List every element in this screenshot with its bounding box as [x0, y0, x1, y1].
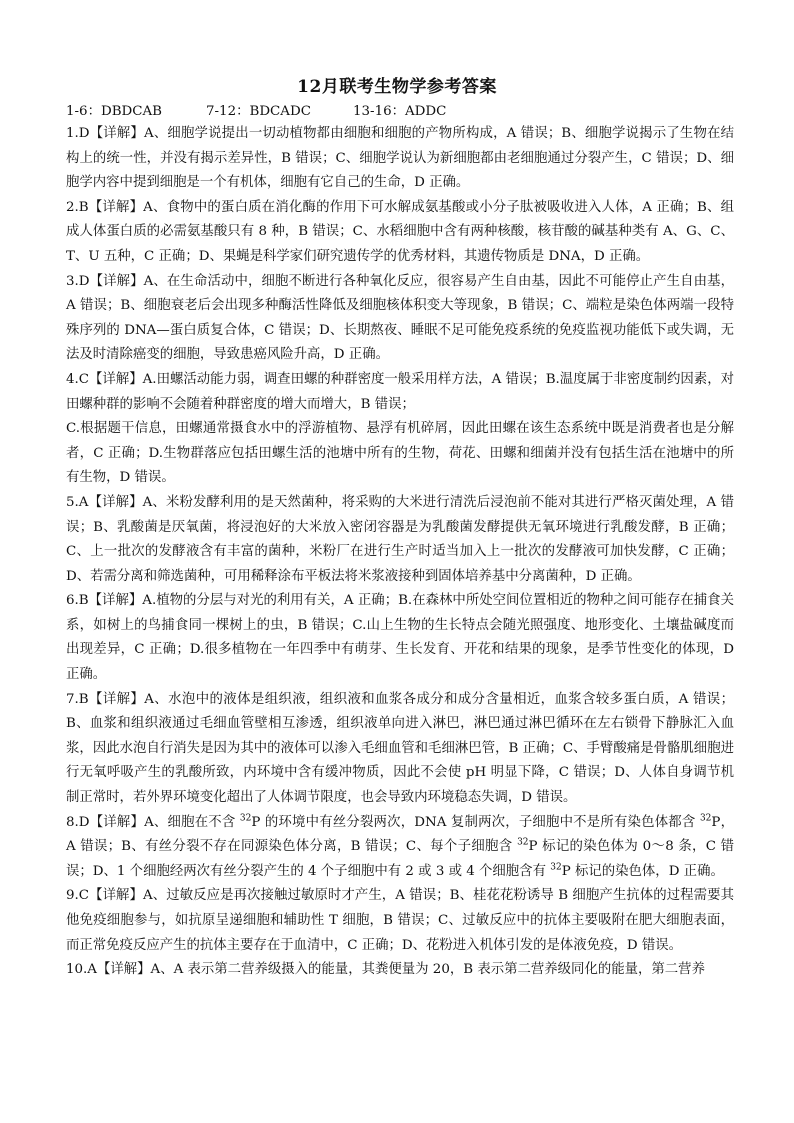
answer-key-line	[66, 103, 736, 121]
explanation-q3: 3.D【详解】A、在生命活动中，细胞不断进行各种氧化反应，很容易产生自由基，因此不可能停止产生自由基，A 错误；B、细胞衰老后会出现多种酶活性降低及细胞核体积变大等现象，B 错误；C、端粒是染色体两端一段特殊序列的 DNA—蛋白质复合体，C 错误；D、长期熬夜、睡眠不足可能免疫系统的免疫监视功能低下或失调，无法及时清除癌变的细胞，导致患癌风险升高，D 正确。	[66, 273, 734, 363]
explanation-q2: 2.B【详解】A、食物中的蛋白质在消化酶的作用下可水解成氨基酸或小分子肽被吸收进入人体，A 正确；B、组成人体蛋白质的必需氨基酸只有 8 种，B 错误；C、水稻细胞中含有两种核酸，核苷酸的碱基种类有 A、G、C、T、U 五种，C 正确；D、果蝇是科学家们研究遗传学的优秀材料，其遗传物质是 DNA，D 正确。	[66, 199, 734, 264]
isotope-superscript: 32	[239, 813, 252, 824]
explanation-q6: 6.B【详解】A.植物的分层与对光的利用有关，A 正确；B.在森林中所处空间位置相近的物种之间可能存在捕食关系，如树上的鸟捕食同一棵树上的虫，B 错误；C.山上生物的生长特点会随光照强度、地形变化、土壤盐碱度而出现差异，C 正确；D.很多植物在一年四季中有萌芽、生长发育、开花和结果的现象，是季节性变化的体现，D 正确。	[66, 593, 734, 683]
explanation-q7: 7.B【详解】A、水泡中的液体是组织液，组织液和血浆各成分和成分含量相近，血浆含较多蛋白质，A 错误；B、血浆和组织液通过毛细血管壁相互渗透，组织液单向进入淋巴，淋巴通过淋巴循环在左右锁骨下静脉汇入血浆，因此水泡自行消失是因为其中的液体可以渗入毛细血管和毛细淋巴管，B 正确；C、手臂酸痛是骨骼肌细胞进行无氧呼吸产生的乳酸所致，内环境中含有缓冲物质，因此不会使 pH 明显下降，C 错误；D、人体自身调节机制正常时，若外界环境变化超出了人体调节限度，也会导致内环境稳态失调，D 错误。	[66, 691, 734, 806]
explanation-q1: 1.D【详解】A、细胞学说提出一切动植物都由细胞和细胞的产物所构成，A 错误；B、细胞学说揭示了生物在结构上的统一性，并没有揭示差异性，B 错误；C、细胞学说认为新细胞都由老细胞通过分裂产生，C 错误；D、细胞学内容中提到细胞是一个有机体，细胞有它自己的生命，D 正确。	[66, 126, 734, 191]
explanation-q10: 10.A【详解】A、A 表示第二营养级摄入的能量，其粪便量为 20，B 表示第二营养级同化的能量，第二营养	[66, 962, 705, 978]
isotope-superscript: 32	[550, 862, 562, 873]
explanations	[66, 122, 734, 983]
q8-text-1: 8.D【详解】A、细胞在不含	[66, 814, 240, 830]
q8-text-4: P 标记的染色体为 0～8 条，C 错误；D、1 个细胞经两次有丝分裂产生的 4 个子细胞中有 2 或 3 或 4 个细胞含有	[66, 839, 734, 879]
explanation-q5: 5.A【详解】A、米粉发酵利用的是天然菌种，将采购的大米进行清洗后浸泡前不能对其进行严格灭菌处理，A 错误；B、乳酸菌是厌氧菌，将浸泡好的大米放入密闭容器是为乳酸菌发酵提供无氧环境进行乳酸发酵，B 正确；C、上一批次的发酵液含有丰富的菌种，米粉厂在进行生产时适当加入上一批次的发酵液可加快发酵，C 正确；D、若需分离和筛选菌种，可用稀释涂布平板法将米浆液接种到固体培养基中分离菌种，D 正确。	[66, 494, 734, 584]
q8-text-2: P 的环境中有丝分裂两次，DNA 复制两次，子细胞中不是所有染色体都含	[251, 814, 700, 830]
explanation-q8	[66, 811, 734, 885]
page-title: 12月联考生物学参考答案	[297, 77, 497, 97]
explanation-q9: 9.C【详解】A、过敏反应是再次接触过敏原时才产生，A 错误；B、桂花花粉诱导 B 细胞产生抗体的过程需要其他免疫细胞参与，如抗原呈递细胞和辅助性 T 细胞，B 错误；C、过敏反应中的抗体主要吸附在肥大细胞表面，而正常免疫反应产生的抗体主要存在于血清中，C 正确；D、花粉进入机体引发的是体液免疫，D 错误。	[66, 888, 734, 953]
explanation-q4-part1: 4.C【详解】A.田螺活动能力弱，调查田螺的种群密度一般采用样方法，A 错误；B.温度属于非密度制约因素，对田螺种群的影响不会随着种群密度的增大而增大，B 错误；	[66, 371, 734, 412]
answer-key-13-16: 13-16：ADDC	[353, 104, 447, 119]
answer-key-1-6: 1-6：DBDCAB	[66, 104, 163, 119]
isotope-superscript: 32	[517, 837, 529, 848]
isotope-superscript: 32	[699, 813, 712, 824]
explanation-q4-part2: C.根据题干信息，田螺通常摄食水中的浮游植物、悬浮有机碎屑，因此田螺在该生态系统中既是消费者也是分解者，C 正确；D.生物群落应包括田螺生活的池塘中所有的生物，荷花、田螺和细菌并没有包括生活在池塘中的所有生物，D 错误。	[66, 421, 734, 486]
answer-key-7-12: 7-12：BDCADC	[206, 104, 311, 119]
q8-text-5: P 标记的染色体，D 正确。	[561, 863, 724, 879]
q8-text-3: P，A 错误；B、有丝分裂不存在同源染色体分离，B 错误；C、每个子细胞含	[66, 814, 734, 855]
